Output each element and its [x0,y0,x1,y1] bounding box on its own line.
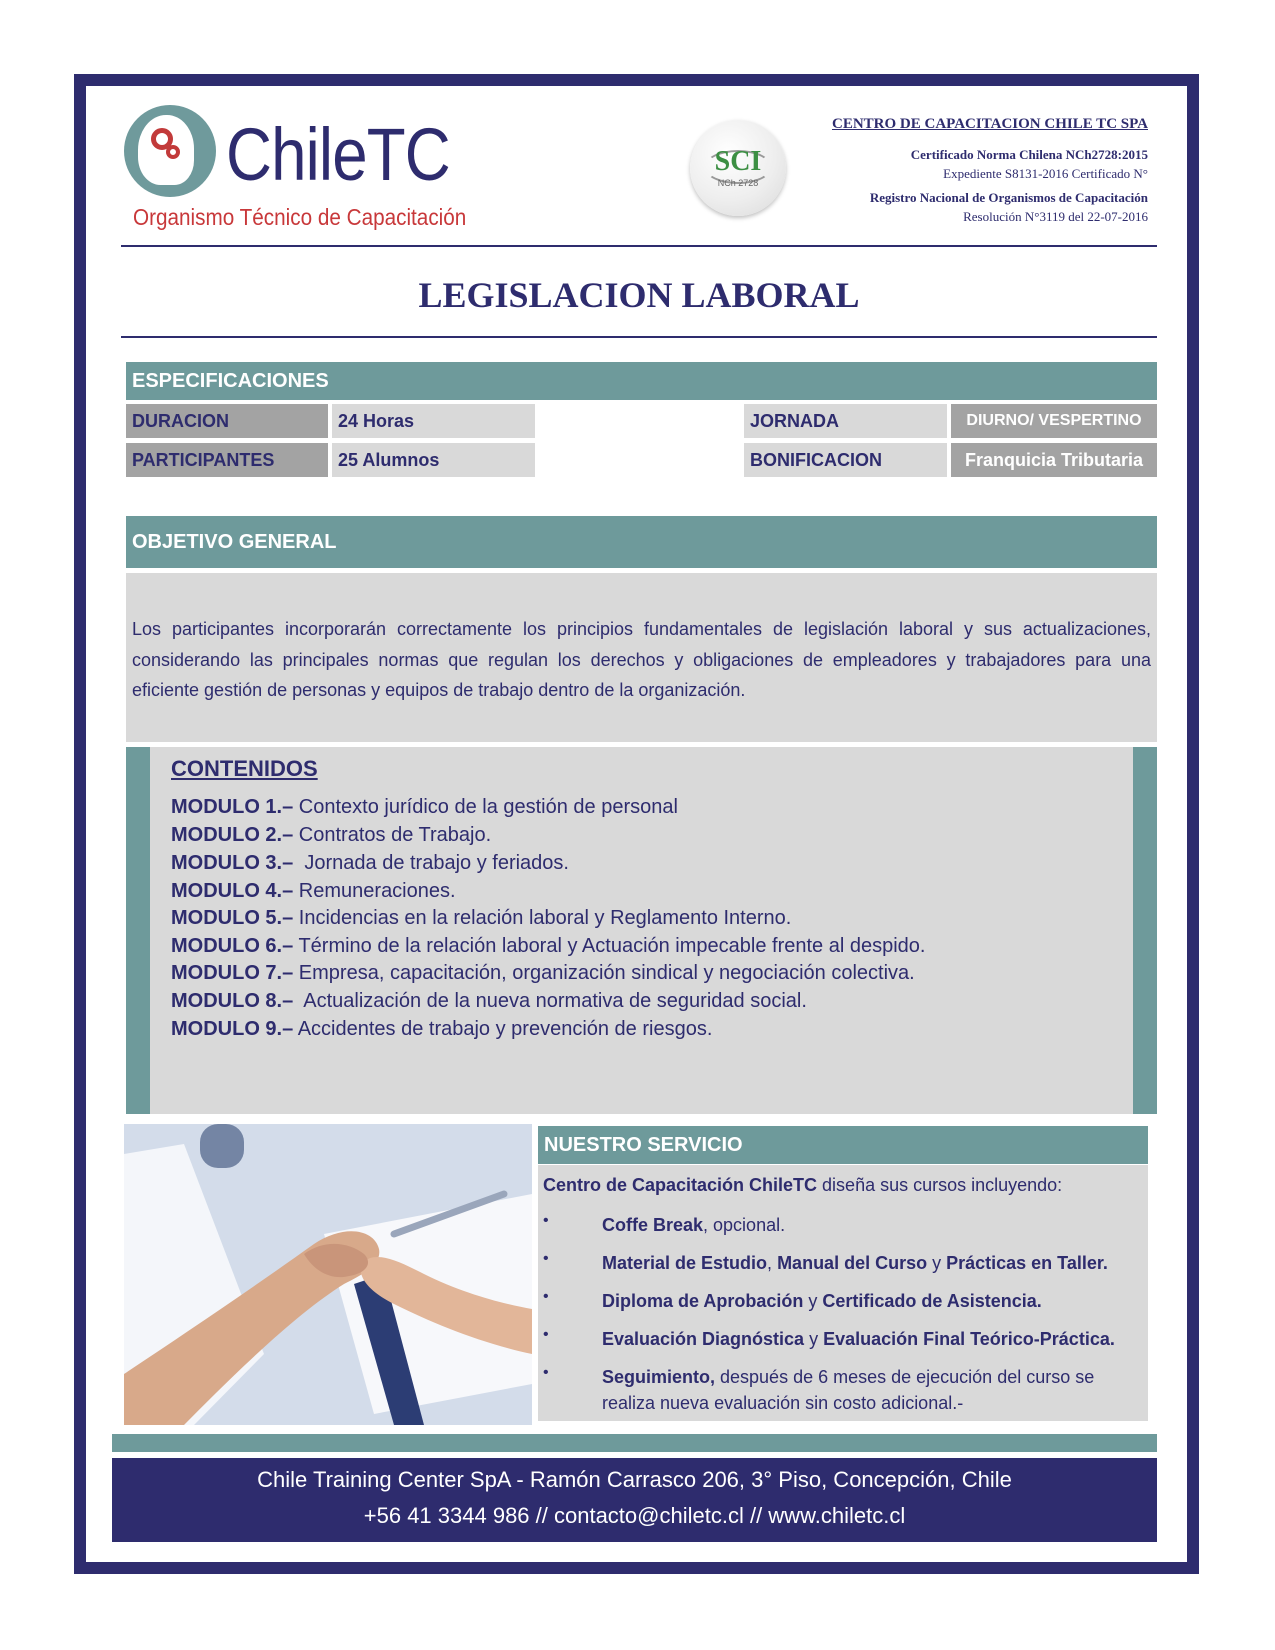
servicio-item-rest: y [804,1329,824,1349]
especificaciones-heading: ESPECIFICACIONES [126,362,1157,400]
footer-address: Chile Training Center SpA - Ramón Carrasco 206, 3° Piso, Concepción, Chile [257,1467,1012,1492]
duracion-value: 24 Horas [332,404,535,438]
handshake-illustration [124,1124,532,1425]
module-text: Contratos de Trabajo. [293,824,492,846]
module-text: Remuneraciones. [293,880,456,902]
bonificacion-label: BONIFICACION [744,443,947,477]
module-text: Término de la relación laboral y Actuación impecable frente al despido. [293,935,926,957]
module-item [171,852,569,875]
bullet-icon: • [543,1364,549,1381]
module-label: MODULO 1.– [171,796,294,818]
servicio-item-bold: Prácticas en Taller. [946,1253,1108,1273]
servicio-item-text [602,1364,1142,1416]
header-divider [121,245,1157,247]
bullet-icon: • [543,1250,549,1267]
module-label: MODULO 7.– [171,962,294,984]
module-item [171,824,491,847]
servicio-item-bold: Diploma de Aprobación [602,1291,804,1311]
servicio-intro-rest: diseña sus cursos incluyendo: [817,1175,1063,1195]
bonificacion-value: Franquicia Tributaria [951,443,1157,477]
gear-small-icon [166,145,180,159]
footer-strip [112,1434,1157,1452]
org-name: CENTRO DE CAPACITACION CHILE TC SPA [831,116,1148,132]
servicio-item-text [602,1250,1142,1276]
bullet-icon: • [543,1288,549,1305]
seal-text: SCI [714,146,762,177]
title-divider [121,336,1157,338]
module-item [171,962,915,985]
servicio-item-text [602,1326,1142,1352]
servicio-item-rest: , opcional. [703,1215,786,1235]
module-text: Empresa, capacitación, organización sindical y negociación colectiva. [293,962,915,984]
module-item [171,880,456,903]
module-text: Actualización de la nueva normativa de seguridad social. [293,990,807,1012]
module-label: MODULO 6.– [171,935,294,957]
servicio-item-bold: Manual del Curso [777,1253,928,1273]
servicio-heading: NUESTRO SERVICIO [538,1126,1148,1164]
module-item [171,990,807,1013]
resolucion: Resolución N°3119 del 22-07-2016 [963,209,1148,224]
servicio-item-bold: Evaluación Final Teórico-Práctica. [823,1329,1115,1349]
servicio-item-rest: y [803,1291,823,1311]
module-item [171,907,791,930]
module-text: Jornada de trabajo y feriados. [293,852,569,874]
participantes-label: PARTICIPANTES [126,443,328,477]
module-label: MODULO 4.– [171,880,294,902]
objetivo-text: Los participantes incorporarán correctamente los principios fundamentales de legislación laboral y sus actualizaciones, considerando las principales normas que regulan los derechos y obligaciones de empleadores y trabajadores para una eficiente gestión de personas y equipos de trabajo dentro de la organización. [132,619,1151,700]
cert-norma: Certificado Norma Chilena NCh2728:2015 [910,147,1148,162]
servicio-intro [543,1175,1062,1196]
registro-nacional: Registro Nacional de Organismos de Capacitación [869,190,1148,205]
servicio-item-rest: después de 6 meses de ejecución del curso se realiza nueva evaluación sin costo adicional.- [602,1367,1095,1413]
servicio-item-bold: Coffe Break [602,1215,704,1235]
logo-tagline: Organismo Técnico de Capacitación [133,204,467,230]
servicio-item-bold: Evaluación Diagnóstica [602,1329,805,1349]
servicio-item-rest: y [927,1253,947,1273]
contenidos-heading: CONTENIDOS [171,756,318,781]
objetivo-heading: OBJETIVO GENERAL [126,516,1157,568]
module-item [171,1018,712,1041]
participantes-value: 25 Alumnos [332,443,535,477]
servicio-item-bold: Material de Estudio [602,1253,768,1273]
bullet-icon: • [543,1212,549,1229]
module-label: MODULO 9.– [171,1018,294,1040]
handshake-photo [124,1124,532,1425]
course-title: LEGISLACION LABORAL [418,275,860,315]
bullet-icon: • [543,1326,549,1343]
servicio-item-text [602,1212,1142,1238]
contenidos-left-stripe [126,747,150,1114]
seal-subtext: NCh 2728 [717,178,759,188]
servicio-intro-bold: Centro de Capacitación ChileTC [543,1175,818,1195]
jornada-label: JORNADA [744,404,947,438]
module-label: MODULO 3.– [171,852,294,874]
module-label: MODULO 8.– [171,990,294,1012]
module-label: MODULO 2.– [171,824,294,846]
module-text: Contexto jurídico de la gestión de personal [293,796,678,818]
servicio-item-bold: Seguimiento, [602,1367,716,1387]
module-text: Accidentes de trabajo y prevención de riesgos. [293,1018,713,1040]
module-label: MODULO 5.– [171,907,294,929]
logo-name: ChileTC [226,113,450,196]
contenidos-right-stripe [1133,747,1157,1114]
servicio-item-rest: , [767,1253,778,1273]
footer-contact: +56 41 3344 986 // contacto@chiletc.cl // www.chiletc.cl [363,1503,906,1528]
certification-seal [690,120,786,216]
duracion-label: DURACION [126,404,328,438]
servicio-item-text [602,1288,1142,1314]
servicio-item-bold: Certificado de Asistencia. [822,1291,1042,1311]
module-item [171,935,925,958]
jornada-value: DIURNO/ VESPERTINO [951,404,1157,438]
cert-expediente: Expediente S8131-2016 Certificado N° [943,166,1148,181]
footer [112,1458,1157,1542]
module-text: Incidencias en la relación laboral y Reglamento Interno. [293,907,792,929]
module-item [171,796,678,819]
